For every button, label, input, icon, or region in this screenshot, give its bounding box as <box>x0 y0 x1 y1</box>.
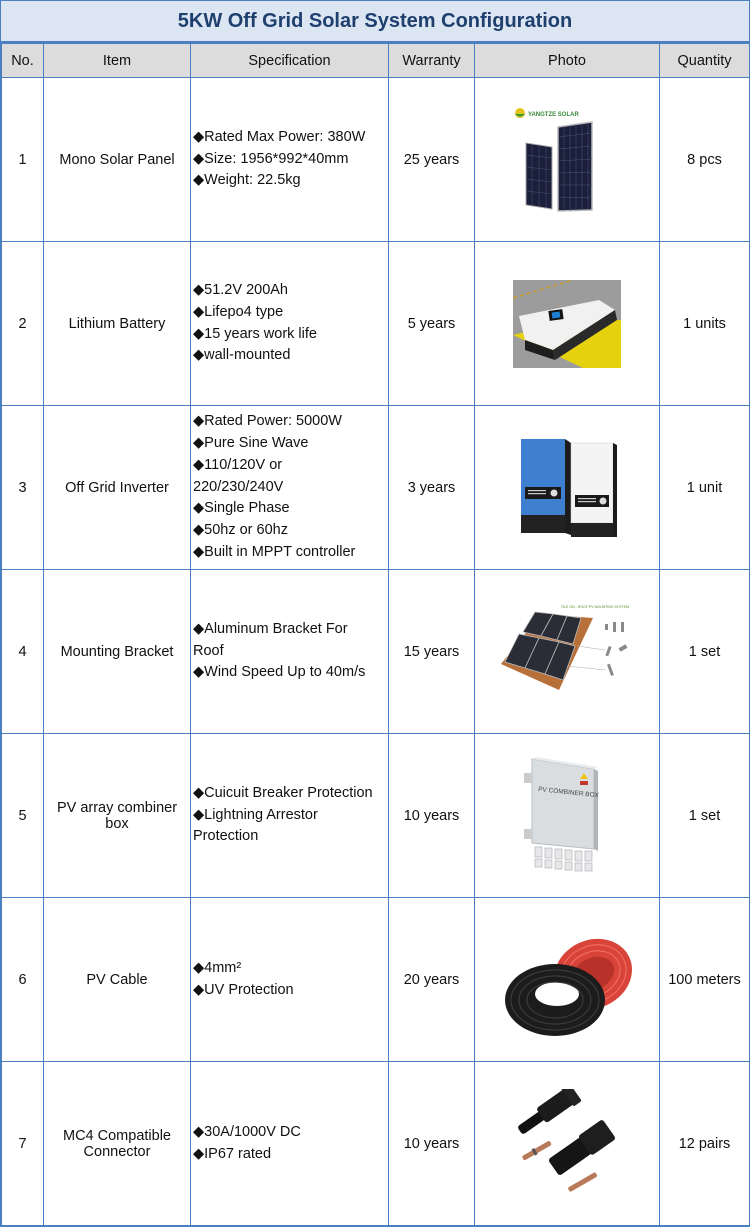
spec-line: ◆110/120V or <box>193 456 283 473</box>
spec-line: ◆wall-mounted <box>193 347 291 364</box>
cell-photo <box>475 406 660 570</box>
cell-spec <box>191 406 389 570</box>
spec-line: ◆Wind Speed Up to 40m/s <box>193 664 366 681</box>
lithium-battery-image <box>513 280 621 368</box>
cell-no: 1 <box>2 78 44 242</box>
spec-line: 220/230/240V <box>193 478 284 495</box>
cell-quantity: 1 set <box>660 570 750 734</box>
cell-warranty: 3 years <box>389 406 475 570</box>
table-row <box>2 242 750 406</box>
spec-line: Protection <box>193 828 259 845</box>
cell-photo <box>475 734 660 898</box>
cell-spec <box>191 898 389 1062</box>
spec-line: ◆30A/1000V DC <box>193 1123 301 1140</box>
inverter-image <box>517 437 617 539</box>
header-no: No. <box>2 44 44 78</box>
cell-no: 6 <box>2 898 44 1062</box>
combiner-box-label: PV COMBINER BOX <box>537 785 600 799</box>
spec-line: ◆Aluminum Bracket For <box>193 620 348 637</box>
spec-line: ◆51.2V 200Ah <box>193 281 289 298</box>
cell-item: Off Grid Inverter <box>44 406 191 570</box>
spec-line: ◆50hz or 60hz <box>193 522 288 539</box>
pv-cable-image <box>497 920 637 1040</box>
cell-warranty: 5 years <box>389 242 475 406</box>
cell-quantity: 8 pcs <box>660 78 750 242</box>
spec-line: ◆Cuicuit Breaker Protection <box>193 784 373 801</box>
cell-warranty: 20 years <box>389 898 475 1062</box>
cell-warranty: 10 years <box>389 734 475 898</box>
cell-item: Mono Solar Panel <box>44 78 191 242</box>
spec-line: ◆Built in MPPT controller <box>193 543 356 560</box>
cell-quantity: 100 meters <box>660 898 750 1062</box>
cell-photo <box>475 570 660 734</box>
spec-line: ◆Lifepo4 type <box>193 303 284 320</box>
header-item: Item <box>44 44 191 78</box>
bracket-caption: TILE ON - ROOF PV MOUNTING SYSTEM <box>561 604 629 609</box>
cell-no: 4 <box>2 570 44 734</box>
cell-warranty: 10 years <box>389 1062 475 1226</box>
cell-photo <box>475 78 660 242</box>
cell-item: MC4 Compatible Connector <box>44 1062 191 1226</box>
spec-line: ◆UV Protection <box>193 981 294 998</box>
cell-no: 3 <box>2 406 44 570</box>
spec-line: ◆Lightning Arrestor <box>193 806 318 823</box>
spec-line: Roof <box>193 642 224 659</box>
cell-spec <box>191 570 389 734</box>
cell-no: 7 <box>2 1062 44 1226</box>
spec-line: ◆Pure Sine Wave <box>193 435 309 451</box>
header-quantity: Quantity <box>660 44 750 78</box>
cell-spec <box>191 242 389 406</box>
cell-warranty: 15 years <box>389 570 475 734</box>
page-title: 5KW Off Grid Solar System Configuration <box>1 1 749 43</box>
cell-quantity: 1 unit <box>660 406 750 570</box>
table-row <box>2 734 750 898</box>
cell-photo <box>475 1062 660 1226</box>
solar-panel-image <box>512 105 622 215</box>
cell-item: PV Cable <box>44 898 191 1062</box>
table-row <box>2 406 750 570</box>
cell-item: Lithium Battery <box>44 242 191 406</box>
cell-spec <box>191 1062 389 1226</box>
brand-caption: YANGTZE SOLAR <box>528 111 579 118</box>
combiner-box-image <box>522 751 612 881</box>
cell-quantity: 1 units <box>660 242 750 406</box>
cell-spec <box>191 734 389 898</box>
configuration-table <box>1 43 750 1226</box>
cell-warranty: 25 years <box>389 78 475 242</box>
cell-item: Mounting Bracket <box>44 570 191 734</box>
header-warranty: Warranty <box>389 44 475 78</box>
header-specification: Specification <box>191 44 389 78</box>
cell-spec <box>191 78 389 242</box>
spec-line: ◆Single Phase <box>193 500 290 517</box>
spec-line: ◆Size: 1956*992*40mm <box>193 150 349 167</box>
cell-photo <box>475 242 660 406</box>
cell-photo <box>475 898 660 1062</box>
mc4-connector-image <box>507 1089 627 1199</box>
spec-line: ◆Rated Power: 5000W <box>193 413 342 430</box>
cell-quantity: 1 set <box>660 734 750 898</box>
cell-item: PV array combiner box <box>44 734 191 898</box>
cell-quantity: 12 pairs <box>660 1062 750 1226</box>
spec-line: ◆4mm² <box>193 959 242 976</box>
spec-line: ◆Rated Max Power: 380W <box>193 128 366 145</box>
table-row <box>2 78 750 242</box>
table-row <box>2 898 750 1062</box>
spec-line: ◆IP67 rated <box>193 1145 272 1162</box>
table-row <box>2 570 750 734</box>
header-photo: Photo <box>475 44 660 78</box>
table-row <box>2 1062 750 1226</box>
spec-line: ◆Weight: 22.5kg <box>193 172 301 189</box>
spec-line: ◆15 years work life <box>193 325 317 342</box>
mounting-bracket-image <box>497 602 637 702</box>
cell-no: 5 <box>2 734 44 898</box>
cell-no: 2 <box>2 242 44 406</box>
header-row <box>2 44 750 78</box>
